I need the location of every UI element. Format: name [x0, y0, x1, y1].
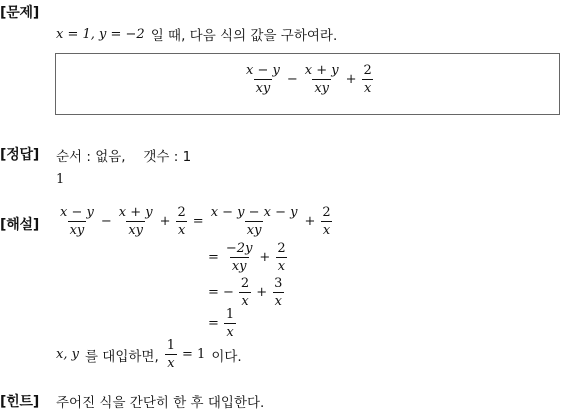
fraction: $\frac{x - y}{xy}$: [246, 63, 280, 96]
fraction: $\frac{1}{x}$: [225, 307, 235, 340]
solution-label: [해설]: [0, 217, 40, 233]
fraction: $\frac{-2y}{xy}$: [225, 241, 253, 274]
problem-text: 일 때, 다음 식의 값을 구하여라.: [150, 28, 338, 44]
problem-expression: $\frac{x - y}{xy}$ − $\frac{x + y}{xy}$ + $\frac{2}{x}$: [246, 63, 372, 96]
fraction: $\frac{2}{x}$: [240, 276, 250, 309]
problem-label: [문제]: [0, 5, 40, 21]
answer-meta: 순서 : 없음, 갯수 : 1: [56, 149, 192, 165]
fraction: $\frac{3}{x}$: [274, 276, 283, 309]
hint-text: 주어진 식을 간단히 한 후 대입한다.: [56, 395, 265, 411]
fraction: $\frac{2}{x}$: [363, 63, 372, 96]
solution-line-4: = $\frac{1}{x}$: [208, 307, 235, 340]
fraction: $\frac{x + y}{xy}$: [304, 63, 339, 96]
solution-line-3: = − $\frac{2}{x}$ + $\frac{3}{x}$: [208, 276, 283, 309]
fraction: $\frac{2}{x}$: [322, 205, 331, 238]
solution-line-1: $\frac{x - y}{xy}$ − $\frac{x + y}{xy}$ + $\frac{2}{x}$ = $\frac{x - y - x - y}{xy}$ + $\frac{2}{x}$: [60, 205, 331, 238]
problem-statement: [56, 24, 337, 44]
solution-conclusion: x, y 를 대입하면, $\frac{1}{x}$ = 1 이다.: [56, 338, 242, 371]
substitution-vars: x, y: [56, 347, 79, 362]
fraction: $\frac{2}{x}$: [177, 205, 186, 238]
answer-label: [정답]: [0, 147, 40, 163]
given-values: x = 1, y = −2: [56, 26, 145, 42]
hint-label: [힌트]: [0, 394, 40, 410]
fraction: $\frac{2}{x}$: [277, 241, 286, 274]
fraction: $\frac{x - y - x - y}{xy}$: [210, 205, 298, 238]
answer-value: 1: [56, 172, 65, 187]
fraction: $\frac{x - y}{xy}$: [60, 205, 94, 238]
fraction: $\frac{x + y}{xy}$: [118, 205, 153, 238]
fraction: $\frac{1}{x}$: [166, 338, 176, 371]
expression-box: [55, 53, 560, 115]
solution-line-2: = $\frac{-2y}{xy}$ + $\frac{2}{x}$: [208, 241, 286, 274]
